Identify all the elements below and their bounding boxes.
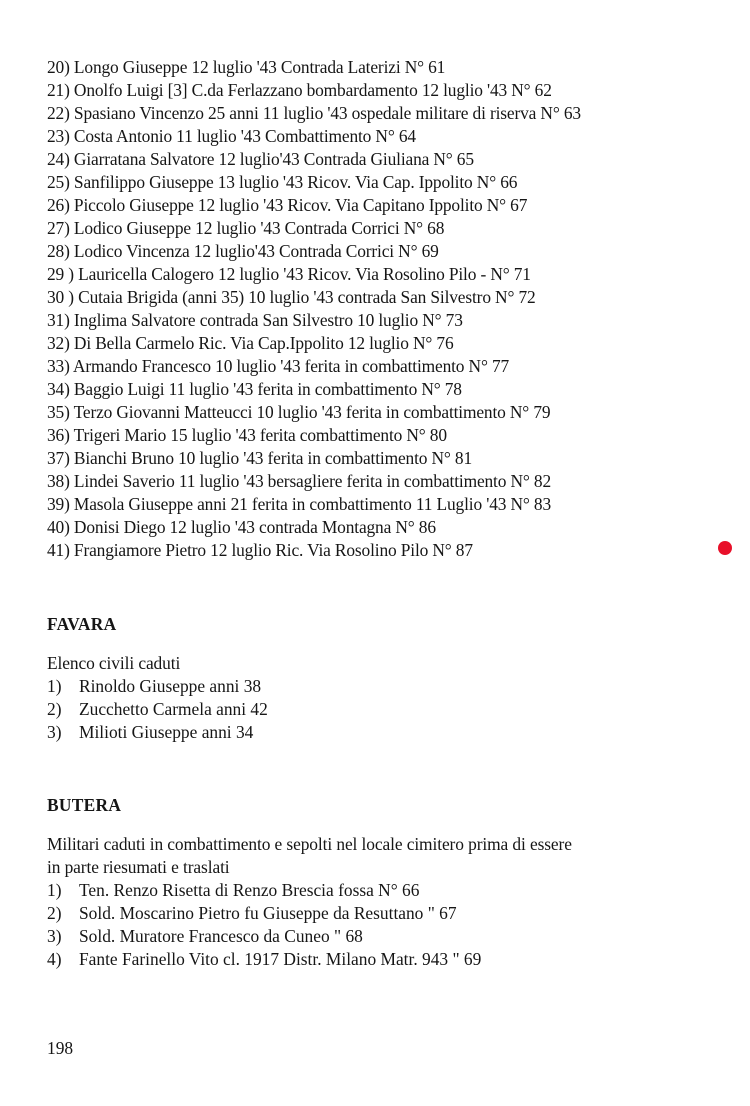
list-item [47,948,717,971]
list-item: 26) Piccolo Giuseppe 12 luglio '43 Ricov. Via Capitano Ippolito N° 67 [47,195,528,215]
butera-section [47,794,717,971]
butera-intro-line-2: in parte riesumati e traslati [47,857,230,877]
item-number: 1) [47,880,62,900]
casualty-list [47,56,717,562]
butera-intro-line-1: Militari caduti in combattimento e sepolti nel locale cimitero prima di essere [47,834,572,854]
list-item [47,698,717,721]
list-item: 30 ) Cutaia Brigida (anni 35) 10 luglio '43 contrada San Silvestro N° 72 [47,287,536,307]
red-marker-dot [718,541,732,555]
list-item: 31) Inglima Salvatore contrada San Silvestro 10 luglio N° 73 [47,310,463,330]
list-item: 21) Onolfo Luigi [3] C.da Ferlazzano bombardamento 12 luglio '43 N° 62 [47,80,552,100]
item-text: Fante Farinello Vito cl. 1917 Distr. Milano Matr. 943 " 69 [79,949,482,969]
list-item: 35) Terzo Giovanni Matteucci 10 luglio '43 ferita in combattimento N° 79 [47,402,551,422]
list-item: 37) Bianchi Bruno 10 luglio '43 ferita in combattimento N° 81 [47,448,473,468]
list-item [47,925,717,948]
list-item [47,902,717,925]
list-item: 36) Trigeri Mario 15 luglio '43 ferita combattimento N° 80 [47,425,447,445]
page-number: 198 [47,1038,74,1058]
favara-intro: Elenco civili caduti [47,653,181,673]
item-number: 2) [47,699,62,719]
list-item [47,675,717,698]
favara-section [47,613,717,744]
butera-heading: BUTERA [47,795,122,815]
page-content [47,56,717,971]
list-item: 34) Baggio Luigi 11 luglio '43 ferita in combattimento N° 78 [47,379,462,399]
item-text: Sold. Muratore Francesco da Cuneo " 68 [79,926,363,946]
favara-heading: FAVARA [47,614,117,634]
item-text: Sold. Moscarino Pietro fu Giuseppe da Resuttano " 67 [79,903,457,923]
list-item: 28) Lodico Vincenza 12 luglio'43 Contrada Corrici N° 69 [47,241,439,261]
list-item: 41) Frangiamore Pietro 12 luglio Ric. Via Rosolino Pilo N° 87 [47,540,473,560]
item-number: 4) [47,949,62,969]
list-item: 25) Sanfilippo Giuseppe 13 luglio '43 Ricov. Via Cap. Ippolito N° 66 [47,172,518,192]
item-text: Milioti Giuseppe anni 34 [79,722,254,742]
list-item: 40) Donisi Diego 12 luglio '43 contrada Montagna N° 86 [47,517,436,537]
item-text: Rinoldo Giuseppe anni 38 [79,676,262,696]
list-item: 22) Spasiano Vincenzo 25 anni 11 luglio '43 ospedale militare di riserva N° 63 [47,103,581,123]
list-item: 23) Costa Antonio 11 luglio '43 Combattimento N° 64 [47,126,416,146]
list-item: 29 ) Lauricella Calogero 12 luglio '43 Ricov. Via Rosolino Pilo - N° 71 [47,264,531,284]
list-item: 27) Lodico Giuseppe 12 luglio '43 Contrada Corrici N° 68 [47,218,445,238]
list-item: 38) Lindei Saverio 11 luglio '43 bersagliere ferita in combattimento N° 82 [47,471,551,491]
item-number: 2) [47,903,62,923]
item-number: 3) [47,926,62,946]
list-item [47,879,717,902]
list-item: 32) Di Bella Carmelo Ric. Via Cap.Ippolito 12 luglio N° 76 [47,333,454,353]
item-text: Ten. Renzo Risetta di Renzo Brescia fossa N° 66 [79,880,420,900]
list-item: 24) Giarratana Salvatore 12 luglio'43 Contrada Giuliana N° 65 [47,149,474,169]
list-item: 33) Armando Francesco 10 luglio '43 ferita in combattimento N° 77 [47,356,510,376]
item-number: 3) [47,722,62,742]
list-item: 20) Longo Giuseppe 12 luglio '43 Contrada Laterizi N° 61 [47,57,446,77]
list-item [47,721,717,744]
item-number: 1) [47,676,62,696]
item-text: Zucchetto Carmela anni 42 [79,699,268,719]
list-item: 39) Masola Giuseppe anni 21 ferita in combattimento 11 Luglio '43 N° 83 [47,494,551,514]
